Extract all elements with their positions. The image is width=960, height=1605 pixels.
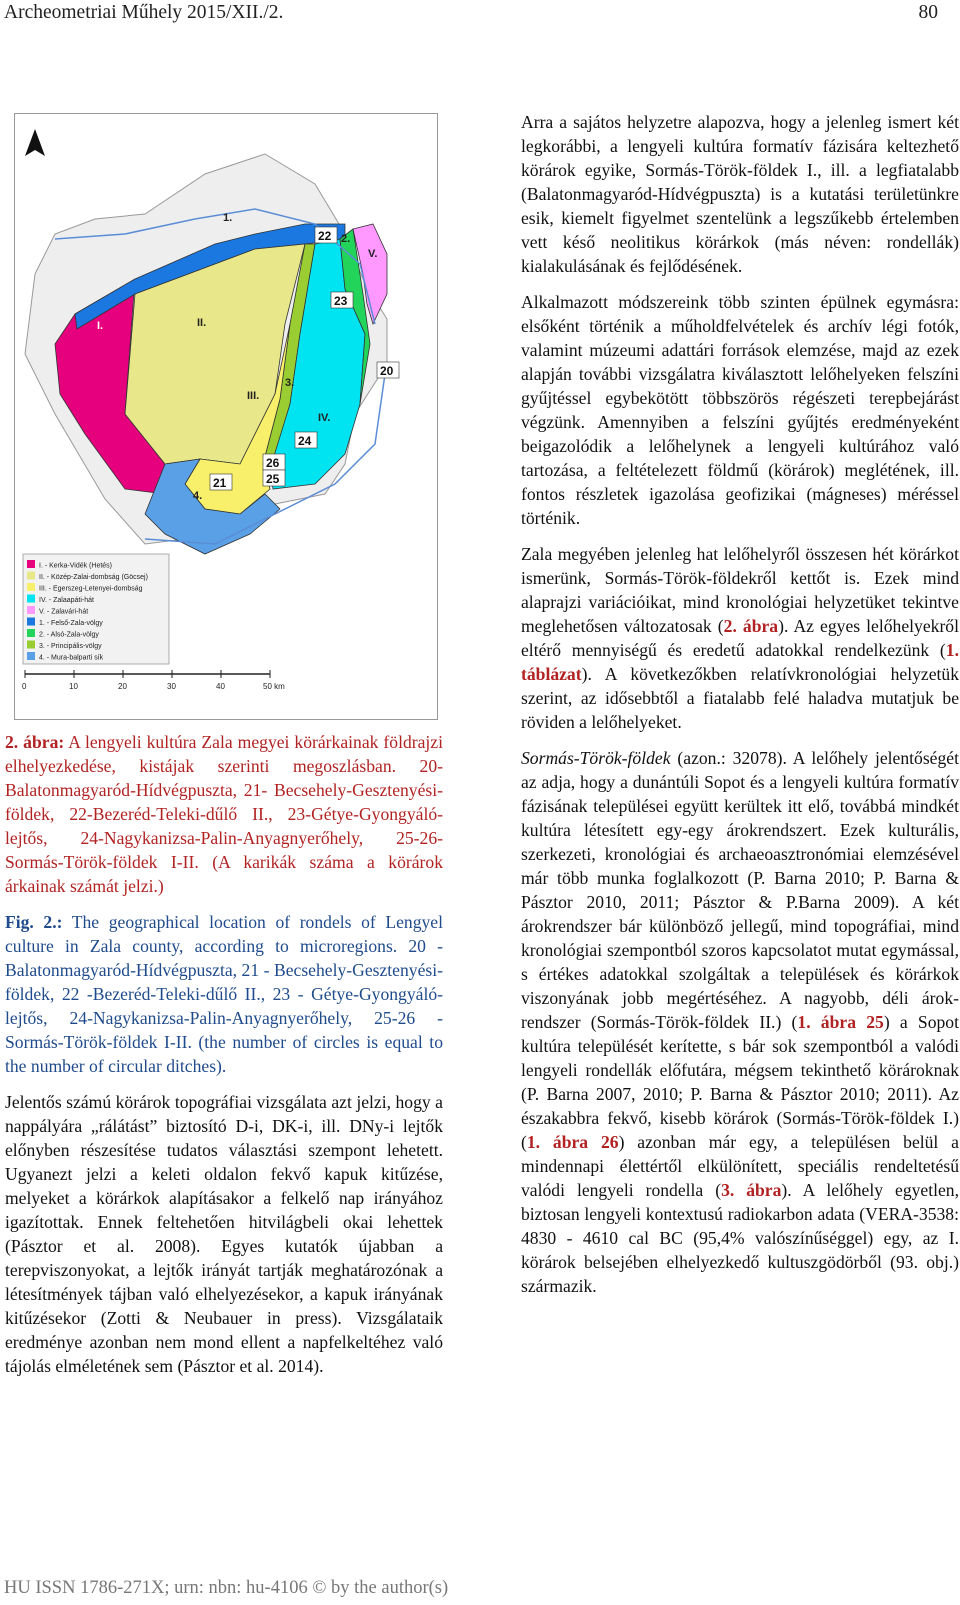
svg-text:21: 21: [213, 476, 227, 490]
zala-map-figure: [14, 113, 438, 720]
region-label: 2.: [341, 233, 351, 245]
left-column: [5, 730, 443, 1390]
svg-text:22: 22: [318, 229, 332, 243]
svg-text:V. - Zalavári-hát: V. - Zalavári-hát: [39, 608, 89, 616]
site-marker-25: [263, 470, 285, 486]
svg-text:IV. - Zalaapáti-hát: IV. - Zalaapáti-hát: [39, 597, 94, 604]
svg-text:I. - Kerka-Vidék (Hetés): I. - Kerka-Vidék (Hetés): [39, 562, 113, 570]
page-number: 80: [918, 2, 938, 23]
right-column: [521, 110, 959, 1310]
body-paragraph: Sormás-Török-földek (azon.: 32078). A lelőhely jelentőségét az adja, hogy a dunántúli Sopot és a lengyeli kultúra formatív fázisának települései együtt kerültek itt elő, továbbá mindkét kultúra létesített egy-egy árokrendszert. Ezek kulturális, szerkezeti, kronológiai és archaeoasztronómiai elemzésével már több munka foglalkozott (P. Barna 2010; P. Barna & Pásztor 2010, 2011; Pásztor & P.Barna 2009). A két árokrendszer bár különböző jellegű, mind topográfiai, mind kronológiai szempontból szoros kapcsolatot mutat egymással, s értékes adatokkal szolgáltak a települések és körárkok viszonyának jobb megértéséhez. A nagyobb, déli árok-rendszer (Sormás-Török-földek II.) (1. ábra 25) a Sopot kultúra települését kerítette, s bár sok szempontból a valódi lengyeli rondellák előfutára, mégsem tekinthető körároknak (P. Barna 2007, 2010; P. Barna & Pásztor 2010; 2011). Az északabbra fekvő, kisebb körárok (Sormás-Török-földek I.) (1. ábra 26) azonban már egy, a településen belül a mindennapi élettértől elkülönített, speciális rendeltetésű valódi lengyeli rondella (3. ábra). A lelőhely egyetlen, biztosan lengyeli kontextusú radiokarbon adata (VERA-3538: 4830 - 4610 cal BC (95,4% valószínűséggel) egy, az I. körárok belsejében elhelyezkedő kultuszgödörből (93. obj.) származik.: [521, 748, 960, 1296]
svg-text:2. - Alsó-Zala-völgy: 2. - Alsó-Zala-völgy: [39, 631, 99, 639]
svg-text:20: 20: [118, 682, 127, 691]
zala-map: [15, 114, 437, 719]
table-reference[interactable]: 1. táblázat: [521, 640, 959, 684]
region-label: III.: [247, 390, 260, 402]
figure-reference[interactable]: 2. ábra: [723, 616, 779, 636]
site-name: Sormás-Török-földek: [521, 748, 671, 768]
figure-reference[interactable]: 1. ábra 25: [797, 1012, 884, 1032]
site-marker-24: [295, 432, 317, 448]
svg-text:1. - Felső-Zala-völgy: 1. - Felső-Zala-völgy: [39, 620, 103, 627]
body-paragraph: Alkalmazott módszereink több szinten épülnek egymásra: elsőként történik a műholdfelvételek és archív légi fotók, valamint múzeumi adattári források elemzése, majd az ezek alapján további vizsgálatra kiválasztott lelőhelyeken felszíni gyűjtéssel egybekötött többszörös régészeti terepbejárást végzünk. Amennyiben a felszíni gyűjtés eredményeként beigazolódik a lelőhelynek a lengyeli kultúrához való tartozása, a feltételezett földmű (körárok) meglétének, ill. fontos részletek igazolása geofizikai (mágneses) méréssel történik.: [521, 292, 959, 528]
journal-header: Archeometriai Műhely 2015/XII./2.: [4, 2, 284, 23]
svg-text:25: 25: [266, 472, 280, 486]
site-marker-22: [315, 227, 337, 243]
svg-text:3. - Principális-völgy: 3. - Principális-völgy: [39, 643, 102, 650]
svg-text:III. - Egerszeg-Letenyei-dombs: III. - Egerszeg-Letenyei-dombság: [39, 585, 143, 593]
caption-english: Fig. 2.: The geographical location of rondels of Lengyel culture in Zala county, according to microregions. 20 - Balatonmagyaród-Hídvégpuszta, 21 - Becsehely-Gesztenyési-földek, 22 -Bezeréd-Teleki-dűlő II., 23 - Gétye-Gyongyáló-lejtős, 24-Nagykanizsa-Palin-Anyagnyerőhely, 25-26 - Sormás-Török-földek I-II. (the number of circles is equal to the number of circular ditches).: [5, 912, 443, 1076]
svg-text:26: 26: [266, 456, 280, 470]
svg-text:40: 40: [216, 682, 225, 691]
svg-text:30: 30: [167, 682, 176, 691]
site-marker-23: [331, 292, 353, 308]
svg-text:II. - Közép-Zalai-dombság (Göc: II. - Közép-Zalai-dombság (Göcsej): [39, 574, 148, 581]
region-label: 4.: [193, 490, 203, 502]
svg-text:50 km: 50 km: [263, 682, 285, 691]
body-paragraph: Arra a sajátos helyzetre alapozva, hogy a jelenleg ismert két legkorábbi, a lengyeli kultúra formatív fázisára keltezhető körárok egyike, Sormás-Török-földek I., ill. a legfiatalabb (Balatonmagyaród-Hídvégpuszta) is a kutatási területünkre esik, kiemelt figyelmet szentelünk a legszűkebb értelemben vett késő neolitikus körárkok (más néven: rondellák) kialakulásának és fejlődésének.: [521, 112, 959, 276]
svg-text:0: 0: [22, 682, 27, 691]
svg-text:24: 24: [298, 434, 312, 448]
svg-text:20: 20: [380, 364, 394, 378]
caption-hungarian: 2. ábra: A lengyeli kultúra Zala megyei körárkainak földrajzi elhelyezkedése, kistájak szerinti megoszlásban. 20- Balatonmagyaród-Hídvégpuszta, 21- Becsehely-Gesztenyési-földek, 22-Bezeréd-Teleki-dűlő II., 23-Gétye-Gyongyáló-lejtős, 24-Nagykanizsa-Palin-Anyagnyerőhely, 25-26- Sormás-Török-földek I-II. (A karikák száma a körárok árkainak számát jelzi.): [5, 732, 444, 896]
figure-reference[interactable]: 3. ábra: [721, 1180, 782, 1200]
site-marker-26: [263, 454, 285, 470]
region-label: 3.: [285, 377, 295, 389]
body-paragraph: Jelentős számú körárok topográfiai vizsgálata azt jelzi, hogy a nappályára „rálátást” biztosító D-i, DK-i, ill. DNy-i lejtők előnyben részesítése tudatos választási szempont lehetett. Ugyanezt jelzi a keleti oldalon fekvő kapuk kitűzése, melyeket a körárkok alapításakor a felkelő nap irányához igazítottak. Ennek feltehetően hitvilágbeli okai lehettek (Pásztor et al. 2008). Egyes kutatók újabban a terepviszonyokat, a lejtők irányát tartják meghatározónak a létesítmények tájban való elhelyezésekor, a kapuk irányának kitűzésekor (Zotti & Neubauer in press). Vizsgálataik eredménye azonban nem mond ellent a napfelkeltéhez való tájolás elméletének sem (Pásztor et al. 2014).: [5, 1092, 443, 1376]
region-label: 1.: [223, 212, 233, 224]
body-paragraph: Zala megyében jelenleg hat lelőhelyről összesen hét körárkot ismerünk, Sormás-Török-földekről kettőt is. Ezek mind alaprajzi variációikat, mind kronológiai helyzetüket tekintve meglehetősen változatosak (2. ábra). Az egyes lelőhelyekről eltérő mennyiségű és eredetű adatokkal rendelkezünk (1. táblázat). A következőkben relatívkronológiai helyzetük szerint, az idősebbtől a fiatalabb felé haladva mutatjuk be röviden a lelőhelyeket.: [521, 544, 959, 732]
site-marker-20: [377, 362, 399, 378]
svg-text:10: 10: [69, 682, 78, 691]
region-label: I.: [97, 320, 104, 332]
map-legend: [23, 554, 169, 664]
footer-issn: HU ISSN 1786-271X; urn: nbn: hu-4106 © by the author(s): [4, 1578, 449, 1598]
region-label: V.: [368, 248, 378, 260]
region-label: II.: [197, 317, 207, 329]
svg-text:4. - Mura-balparti sík: 4. - Mura-balparti sík: [39, 654, 104, 662]
scale-bar: [22, 670, 285, 691]
site-marker-21: [210, 474, 232, 490]
region-label: IV.: [318, 412, 331, 424]
figure-reference[interactable]: 1. ábra 26: [526, 1132, 619, 1152]
north-arrow-icon: [25, 129, 45, 156]
svg-text:23: 23: [334, 294, 348, 308]
